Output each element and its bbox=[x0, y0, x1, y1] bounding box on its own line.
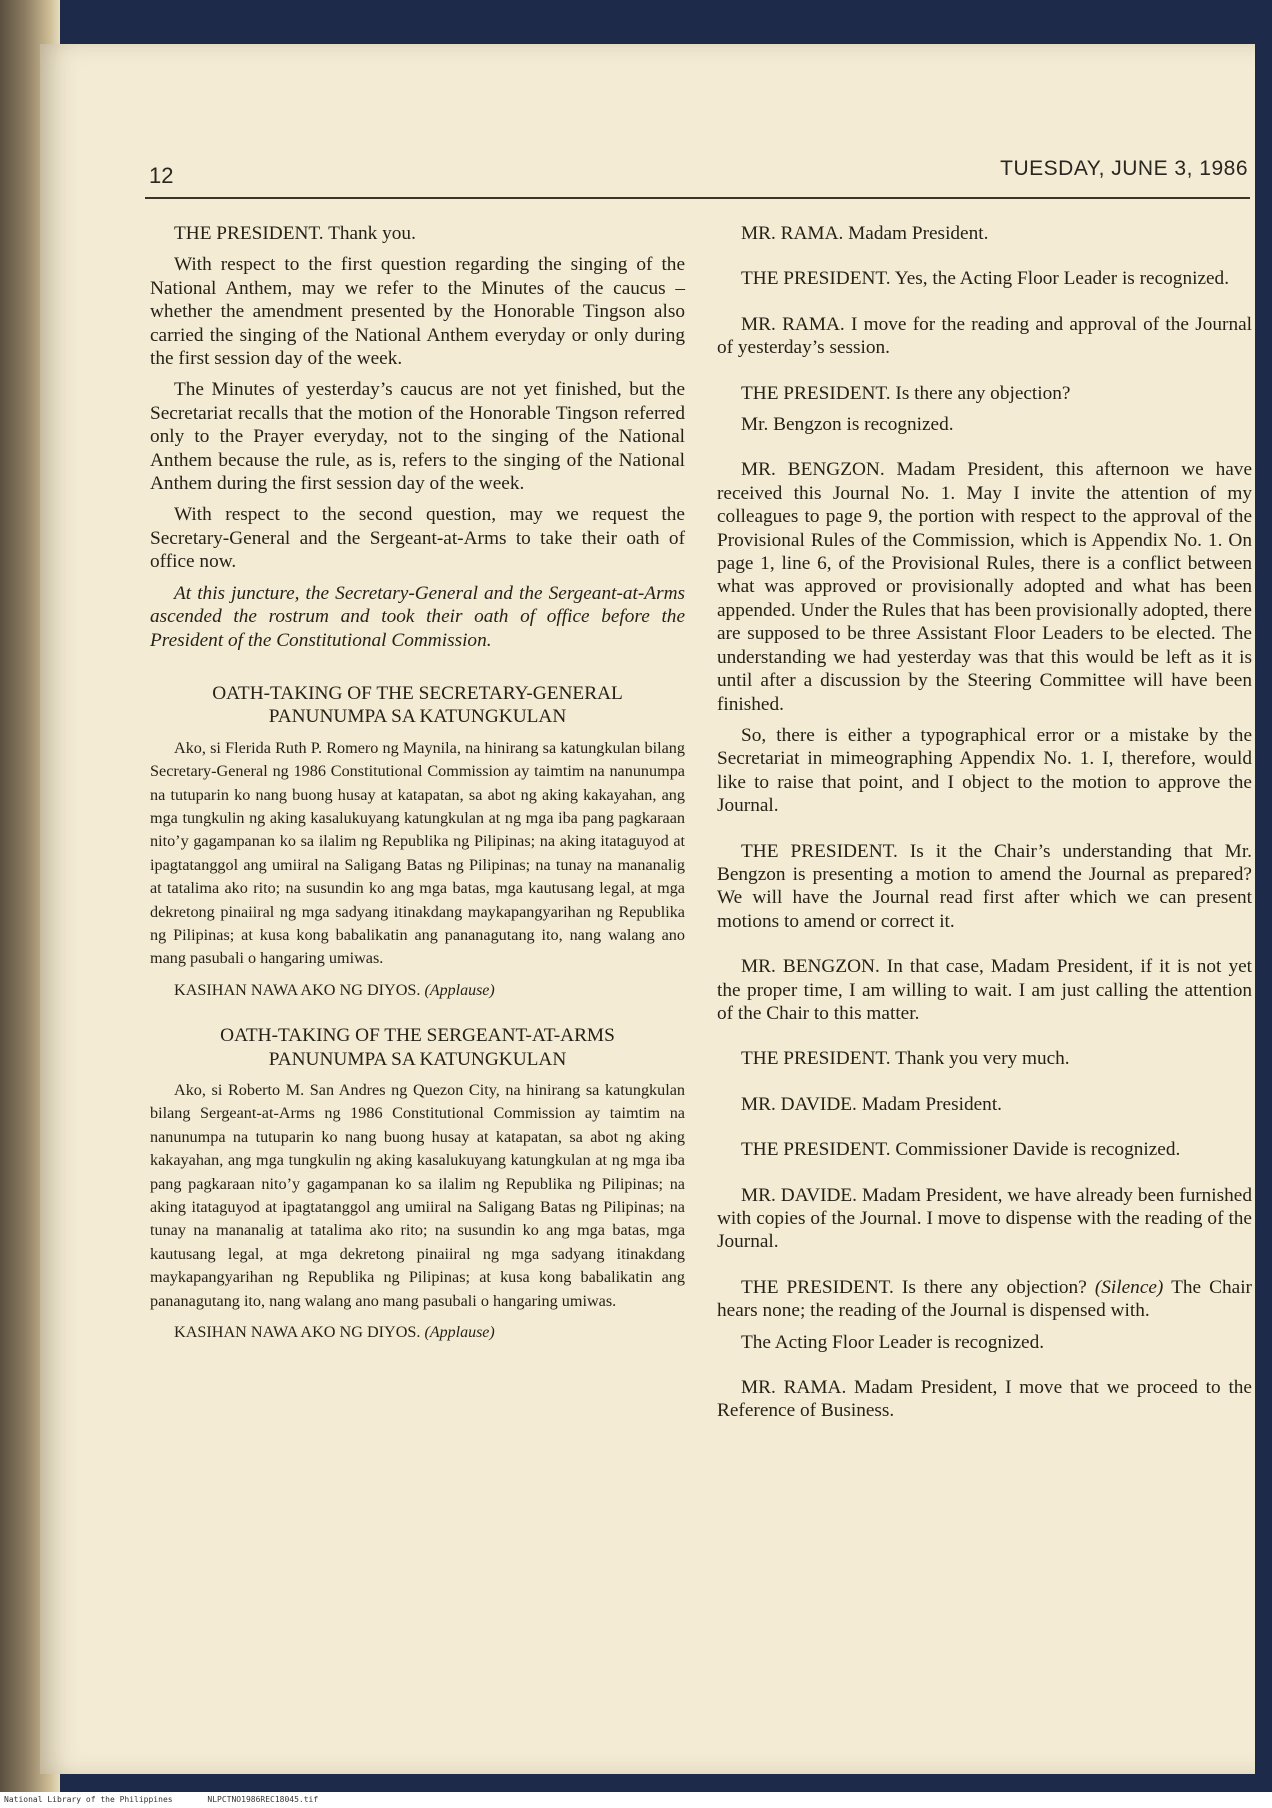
section-heading: OATH-TAKING OF THE SERGEANT-AT-ARMS bbox=[220, 1025, 615, 1047]
oath-closing bbox=[150, 1321, 685, 1344]
page-number: 12 bbox=[149, 163, 174, 188]
left-column bbox=[150, 222, 685, 1344]
section-subheading: PANUNUMPA SA KATUNGKULAN bbox=[268, 706, 567, 728]
paragraph: MR. RAMA. I move for the reading and approval of the Journal of yesterday’s session. bbox=[717, 313, 1252, 359]
paragraph: Mr. Bengzon is recognized. bbox=[741, 414, 954, 436]
paragraph: THE PRESIDENT. Commissioner Davide is recognized. bbox=[741, 1139, 1181, 1161]
paragraph bbox=[717, 1276, 1252, 1323]
paragraph-text: The Chair hears none; the reading of the Journal is dispensed with. bbox=[717, 1276, 1252, 1322]
closing-note: (Applause) bbox=[424, 1324, 495, 1342]
right-column bbox=[717, 222, 1252, 1423]
closing-note: (Applause) bbox=[424, 981, 495, 999]
footer-filename: NLPCTNO1986REC18045.tif bbox=[207, 1795, 319, 1804]
page-header bbox=[145, 155, 1250, 199]
paragraph: THE PRESIDENT. Thank you. bbox=[174, 223, 416, 244]
paragraph: MR. BENGZON. In that case, Madam President, if it is not yet the proper time, I am willing to wait. I am just calling the attention of the Chair to this matter. bbox=[717, 956, 1252, 1024]
closing-text: KASIHAN NAWA AKO NG DIYOS. bbox=[174, 980, 421, 999]
silence-note: (Silence) bbox=[1094, 1276, 1164, 1298]
oath-closing bbox=[150, 979, 685, 1002]
paragraph-text: THE PRESIDENT. Is there any objection? bbox=[741, 1276, 1087, 1298]
stage-direction: At this juncture, the Secretary-General and the Sergeant-at-Arms ascended the rostrum and took their oath of office before the President of the Constitutional Commission. bbox=[150, 582, 685, 651]
paragraph: THE PRESIDENT. Is there any objection? bbox=[741, 382, 1071, 404]
section-heading: OATH-TAKING OF THE SECRETARY-GENERAL bbox=[212, 682, 623, 704]
paragraph: MR. RAMA. Madam President, I move that we proceed to the Reference of Business. bbox=[717, 1377, 1252, 1422]
paragraph: With respect to the second question, may we request the Secretary-General and the Sergeant-at-Arms to take their oath of office now. bbox=[150, 504, 685, 573]
paragraph: With respect to the first question regarding the singing of the National Anthem, may we refer to the Minutes of the caucus – whether the amendment presented by the Honorable Tingson also carried the singing of the National Anthem everyday or only during the first session day of the week. bbox=[150, 254, 685, 370]
section-subheading: PANUNUMPA SA KATUNGKULAN bbox=[268, 1048, 567, 1070]
paragraph: THE PRESIDENT. Is it the Chair’s understanding that Mr. Bengzon is presenting a motion to amend the Journal as prepared? We will have the Journal read first after which we can present motions to amend or correct it. bbox=[717, 840, 1252, 932]
oath-text: Ako, si Flerida Ruth P. Romero ng Maynila, na hinirang sa katungkulan bilang Secretary-General ng 1986 Constitutional Commission ay taimtim na nanunumpa na tutuparin ko nang buong husay at katapatan, sa abot ng aking kakayahan, ang mga tungkulin ng aking kasalukuyang katungkulan at ng mga iba pang pagkaraan nito’y gagampanan ko sa ilalim ng Republika ng Pilipinas; na aking itataguyod at ipagtatanggol ang umiiral na Saligang Batas ng Pilipinas; na tunay na mananalig at tatalima ako rito; na susundin ko ang mga batas, mga kautusang legal, at mga dekretong pinaiiral ng mga sadyang itinakdang maykapangyarihan ng Republika ng Pilipinas; at kusa kong babalikatin ang pananagutang ito, nang walang ano mang pasubali o hangaring umiwas. bbox=[150, 738, 685, 968]
paragraph: The Acting Floor Leader is recognized. bbox=[741, 1331, 1045, 1353]
oath-text: Ako, si Roberto M. San Andres ng Quezon City, na hinirang sa katungkulan bilang Sergeant-at-Arms ng 1986 Constitutional Commission ay taimtim na nanunumpa na tutuparin ko nang buong husay at katapatan, sa abot ng aking kakayahan, ang mga tungkulin ng aking kasalukuyang katungkulan at ng mga iba pang pagkaraan nito’y gagampanan ko sa ilalim ng Republika ng Pilipinas; na aking itataguyod at ipagtatanggol ang umiiral na Saligang Batas ng Pilipinas; na tunay na mananalig at tatalima ako rito; na susundin ko ang mga batas, mga kautusang legal, at mga dekretong pinaiiral ng mga sadyang itinakdang maykapangyarihan ng Republika ng Pilipinas; at kusa kong babalikatin ang pananagutang ito, nang walang ano mang pasubali o hangaring umiwas. bbox=[150, 1081, 685, 1310]
paragraph: MR. DAVIDE. Madam President, we have already been furnished with copies of the Journal. I move to dispense with the reading of the Journal. bbox=[717, 1184, 1252, 1253]
footer-source: National Library of the Philippines bbox=[4, 1795, 173, 1804]
paragraph: THE PRESIDENT. Yes, the Acting Floor Leader is recognized. bbox=[741, 268, 1230, 290]
header-date: TUESDAY, JUNE 3, 1986 bbox=[1000, 157, 1248, 180]
paragraph: The Minutes of yesterday’s caucus are not yet finished, but the Secretariat recalls that the motion of the Honorable Tingson referred only to the Prayer everyday, not to the singing of the National Anthem because the rule, as is, refers to the singing of the National Anthem during the first session day of the week. bbox=[150, 379, 685, 495]
closing-text: KASIHAN NAWA AKO NG DIYOS. bbox=[174, 1323, 421, 1342]
paragraph: THE PRESIDENT. Thank you very much. bbox=[741, 1048, 1070, 1070]
paragraph: MR. DAVIDE. Madam President. bbox=[741, 1093, 1002, 1115]
paragraph: MR. BENGZON. Madam President, this afternoon we have received this Journal No. 1. May I invite the attention of my colleagues to page 9, the portion with respect to the approval of the Provisional Rules of the Commission, which is Appendix No. 1. On page 1, line 6, of the Provisional Rules, there is a conflict between what was approved or provisionally adopted and what has been appended. Under the Rules that has been provisionally adopted, there are supposed to be three Assistant Floor Leaders to be elected. The understanding we had yesterday was that this would be left as it is until after a discussion by the Steering Committee will have been finished. bbox=[717, 459, 1252, 715]
scan-footer bbox=[0, 1792, 1272, 1808]
paragraph: MR. RAMA. Madam President. bbox=[741, 223, 989, 244]
paragraph: So, there is either a typographical error or a mistake by the Secretariat in mimeographing Appendix No. 1. I, therefore, would like to raise that point, and I object to the motion to approve the Journal. bbox=[717, 724, 1252, 817]
